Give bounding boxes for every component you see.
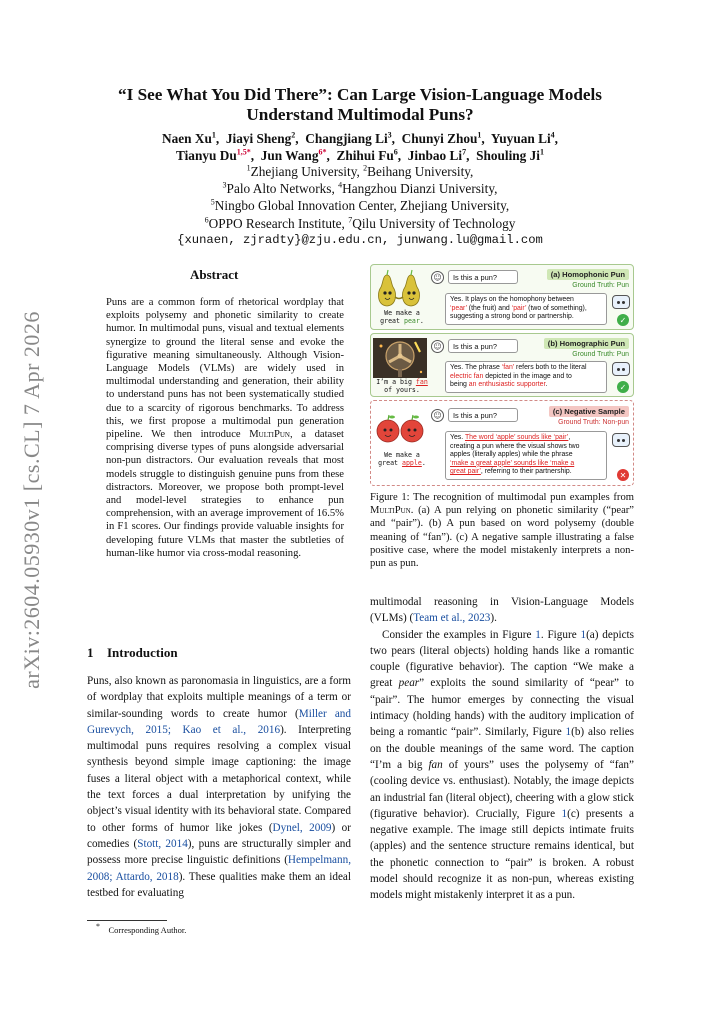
author-name: Jun Wang bbox=[260, 148, 319, 163]
affiliation-name: Zhejiang University, bbox=[250, 164, 364, 179]
affiliation-name: Beihang University, bbox=[367, 164, 474, 179]
author-name: Naen Xu bbox=[162, 131, 212, 146]
caption-text: . (a) A pun relying on phonetic similarity (“pear” and “pair”). (b) A pun based on word polysemy (double meaning of “fan”). (c) A negative sample illustrating a false positive case, where the model mistakenly interprets a non-pun as pun. bbox=[370, 505, 634, 570]
non-pun-word: apple bbox=[401, 459, 422, 467]
highlight: ‘fan’ bbox=[501, 364, 515, 371]
cross-icon: ✕ bbox=[617, 469, 629, 481]
affil-mark: 4 bbox=[338, 180, 343, 190]
body-text: (c) presents a negative example. The image still depicts intimate fruits (apples) and the sentence structure remains identical, but the phonetic connection to “pair” is broken. A robust model should recognize it as non-pun, whereas existing models might mistakenly interpret it as a pun. bbox=[370, 807, 634, 902]
answer-text: Yes. The phrase bbox=[450, 364, 502, 371]
panel-homophonic-pun bbox=[370, 264, 634, 330]
affil-mark: 2 bbox=[363, 163, 368, 173]
answer-text: (two of something), bbox=[526, 304, 587, 312]
footnote bbox=[96, 922, 187, 935]
body-text: of yours” uses the polysemy of “fan” (cooling device vs. enthusiast). Notably, the image depicts an industrial fan (literal object), cheering with a glow stick (figurative behavior). Crucially, Figure bbox=[370, 758, 634, 820]
author-name: Zhihui Fu bbox=[336, 148, 394, 163]
answer-text: , bbox=[568, 434, 571, 441]
figure-ref-link[interactable]: 1 bbox=[561, 807, 568, 820]
affiliation-line bbox=[90, 197, 630, 214]
affiliation-name: Qilu University of Technology bbox=[352, 215, 516, 231]
panel-tag: (a) Homophonic Pun bbox=[547, 269, 629, 280]
figure-ref-link[interactable]: 1 bbox=[580, 628, 587, 641]
author-affil-mark: 1 bbox=[540, 147, 544, 157]
dataset-name: MultiPun bbox=[249, 429, 290, 441]
body-text: ). Interpreting multimodal puns requires resolving a complex visual synthesis beyond simple image captioning: the image fuses a literal object with a metaphorical context, while the text forces a dual interpretation by unifying the object’s visual identity with its behavioral state. Compared to other forms of humor like jokes ( bbox=[87, 723, 351, 834]
body-text: ” exploits the sound similarity of “pear” to “pair”. The humor emerges by connecting the visual intimacy (holding hands) with the auditory implication of being a romantic “pair”. Similarly, Figure bbox=[370, 677, 634, 739]
body-text: ). These qualities make them an ideal testbed for evaluating bbox=[87, 870, 351, 899]
answer-line bbox=[450, 305, 602, 314]
citation-link[interactable]: Miller and Gurevych, 2015; Kao et al., 2016 bbox=[87, 707, 351, 736]
affiliation-name: Hangzhou Dianzi University, bbox=[342, 181, 498, 197]
highlight: ‘pair’ bbox=[511, 304, 527, 312]
highlight: electric fan bbox=[450, 372, 484, 380]
user-icon: ☺ bbox=[431, 409, 444, 422]
emphasis: fan bbox=[428, 758, 443, 771]
abstract-heading: Abstract bbox=[190, 267, 239, 282]
answer-line: creating a pun where the visual shows two bbox=[450, 442, 580, 450]
body-text: . Figure bbox=[540, 628, 581, 641]
author-list bbox=[90, 130, 630, 164]
ground-truth-label: Ground Truth: Pun bbox=[572, 282, 629, 289]
caption-line: of yours. bbox=[384, 386, 420, 394]
author-line-1: Naen Xu$^1$, Jiayi Sheng$^2$, Changjiang Li$^3$, Chunyi Zhou$^1$, Yuyuan Li$^4$, bbox=[162, 130, 558, 146]
answer-text: Yes. bbox=[450, 434, 465, 441]
figure-ref-link[interactable]: 1 bbox=[565, 726, 572, 739]
model-answer bbox=[445, 431, 607, 480]
body-text: (b) also relies on the double meanings of the same word. The caption “I’m a big bbox=[370, 726, 635, 771]
affil-mark: 6 bbox=[204, 215, 209, 225]
caption-word: great bbox=[378, 459, 402, 467]
highlight: ‘pear’ bbox=[450, 304, 467, 312]
abstract-text: Puns are a common form of rhetorical wordplay that exploits polysemy and phonetic similarity to create humor. In multimodal puns, visual and textual elements synergize to ground the literal sense and evoke the figurative meaning simultaneously. Although Vision-Language Models (VLMs) are widely used in multimodal understanding and generation, their ability to understand puns has not been systematically studied due to a scarcity of rigorous benchmarks. To address this, we first propose a multimodal pun generation pipeline. We then introduce bbox=[106, 297, 344, 441]
intro-right-column bbox=[370, 594, 634, 904]
image-caption bbox=[373, 309, 431, 325]
affil-mark: 1 bbox=[246, 163, 251, 173]
highlight: an enthusiastic supporter bbox=[468, 381, 546, 389]
affiliation-name: Ningbo Global Innovation Center, Zhejiang University, bbox=[214, 198, 510, 214]
check-icon: ✓ bbox=[617, 381, 629, 393]
answer-line bbox=[450, 434, 602, 443]
author-name: Yuyuan Li bbox=[490, 131, 551, 146]
author-affil-mark: 6 bbox=[393, 147, 398, 157]
affiliation-name: OPPO Research Institute, bbox=[208, 215, 349, 231]
image-caption bbox=[373, 378, 431, 394]
answer-line bbox=[450, 373, 602, 382]
caption-word: . bbox=[419, 317, 424, 325]
answer-text: refers both to the literal bbox=[514, 364, 587, 371]
caption-line bbox=[373, 317, 431, 325]
body-text: ), puns are structurally simpler and possess more precise linguistic definitions ( bbox=[87, 837, 351, 867]
author-affil-mark: 1 bbox=[477, 130, 482, 140]
emphasis: pear bbox=[398, 677, 420, 690]
figure-ref-link[interactable]: 1 bbox=[535, 628, 541, 641]
model-answer bbox=[445, 293, 607, 325]
affil-mark: 5 bbox=[210, 197, 215, 207]
author-name: Changjiang Li bbox=[305, 131, 388, 146]
highlight: great pair’ bbox=[450, 468, 481, 476]
answer-text: , referring to their partnership. bbox=[480, 468, 572, 476]
answer-text: . bbox=[545, 381, 548, 389]
author-affil-mark: 7 bbox=[462, 147, 467, 157]
highlight: The word ‘apple’ sounds like ‘pair’ bbox=[464, 434, 569, 441]
ground-truth-label: Ground Truth: Pun bbox=[572, 351, 629, 358]
section-title: Introduction bbox=[107, 645, 178, 660]
answer-text: depicted in the image and to bbox=[483, 372, 572, 380]
model-answer bbox=[445, 361, 607, 393]
check-icon: ✓ bbox=[617, 314, 629, 326]
panel-tag: (b) Homographic Pun bbox=[544, 338, 629, 349]
citation-link[interactable]: Dynel, 2009 bbox=[272, 821, 332, 834]
citation-link[interactable]: Team et al., 2023 bbox=[413, 612, 491, 625]
question-bubble: Is this a pun? bbox=[448, 270, 518, 284]
affiliation-line bbox=[90, 180, 630, 197]
section-number: 1 bbox=[87, 645, 94, 660]
affiliation-line bbox=[90, 215, 630, 232]
answer-line: apples (literally apples) while the phrase bbox=[450, 451, 573, 459]
robot-icon bbox=[612, 362, 630, 376]
arxiv-identifier bbox=[12, 300, 52, 700]
intro-left-column bbox=[87, 673, 351, 901]
citation-link[interactable]: Stott, 2014 bbox=[137, 837, 188, 850]
author-affil-mark: 3 bbox=[387, 130, 392, 140]
answer-line bbox=[450, 468, 602, 477]
body-text: multimodal reasoning in Vision-Language Models (VLMs) ( bbox=[370, 596, 634, 625]
question-row bbox=[431, 338, 518, 354]
author-name: Jiayi Sheng bbox=[225, 131, 292, 146]
question-row bbox=[431, 407, 518, 423]
arxiv-id-text: arXiv:2604.05930v1 [cs.CL] 7 Apr 2026 bbox=[19, 311, 45, 689]
answer-line bbox=[450, 381, 602, 390]
author-name: Chunyi Zhou bbox=[401, 131, 478, 146]
robot-icon bbox=[612, 295, 630, 309]
pears-image bbox=[373, 269, 427, 325]
author-affil-mark: 1 bbox=[211, 130, 216, 140]
affil-mark: 7 bbox=[348, 215, 353, 225]
question-bubble: Is this a pun? bbox=[448, 339, 518, 353]
body-text: (a) depicts two pears (literal objects) holding hands like a romantic couple (figurative behavior). The caption “We make a great bbox=[370, 628, 634, 690]
user-icon: ☺ bbox=[431, 271, 444, 284]
image-caption bbox=[373, 451, 431, 467]
author-name: Tianyu Du bbox=[175, 148, 237, 163]
body-text: Consider the examples in Figure bbox=[382, 628, 536, 641]
caption-line: We make a bbox=[384, 451, 420, 459]
author-affil-mark: 1,5* bbox=[236, 147, 251, 157]
caption-word: . bbox=[421, 459, 426, 467]
paragraph bbox=[370, 594, 634, 627]
panel-tag: (c) Negative Sample bbox=[549, 406, 629, 417]
author-line-2: Tianyu $Du^{1,5*}$, Jun Wang$^{6*}$, Zhihui Fu$^6$, Jinbao Li$^7$, Shouling Ji$^1$ bbox=[175, 147, 544, 163]
paper-title bbox=[90, 85, 630, 125]
affil-mark: 3 bbox=[222, 180, 227, 190]
question-row bbox=[431, 269, 518, 285]
affiliation-line bbox=[90, 163, 630, 180]
footnote-rule bbox=[87, 920, 167, 921]
caption-text: Figure 1: The recognition of multimodal pun examples from bbox=[370, 492, 634, 503]
user-icon: ☺ bbox=[431, 340, 444, 353]
question-bubble: Is this a pun? bbox=[448, 408, 518, 422]
caption-line bbox=[373, 378, 431, 386]
body-text: ). bbox=[490, 612, 497, 625]
caption-word: great bbox=[380, 317, 404, 325]
affiliations bbox=[90, 163, 630, 249]
figure-1 bbox=[370, 264, 634, 486]
author-affil-mark: 4 bbox=[550, 130, 555, 140]
affiliation-name: Palo Alto Networks, bbox=[226, 181, 339, 197]
contact-email[interactable]: {xunaen, zjradty}@zju.edu.cn, junwang.lu@gmail.com bbox=[177, 232, 543, 247]
abstract-text: , a dataset comprising diverse types of puns alongside adversarial non-pun distractors. Our evaluation reveals that most models struggle to distinguish genuine puns from these distractors. Moreover, we propose both prompt-level and model-level strategies to enhance pun comprehension, with an average improvement of 16.5% in F1 scores. Our findings provide valuable insights for developing future VLMs that master the subtleties of human-like humor via cross-modal reasoning. bbox=[106, 429, 344, 559]
dataset-name: MultiPun bbox=[370, 505, 411, 517]
title-line-2: Understand Multimodal Puns? bbox=[246, 105, 474, 124]
title-line-1: “I See What You Did There”: Can Large Vision-Language Models bbox=[118, 85, 602, 104]
panel-homographic-pun bbox=[370, 333, 634, 397]
section-heading bbox=[87, 645, 178, 661]
body-text: ) or comedies ( bbox=[87, 821, 352, 850]
citation-link[interactable]: Hempelmann, 2008; Attardo, 2018 bbox=[87, 854, 351, 883]
panel-negative-sample bbox=[370, 400, 634, 486]
answer-line bbox=[450, 364, 602, 373]
answer-text: (the fruit) and bbox=[466, 304, 512, 312]
apples-image bbox=[373, 411, 427, 467]
answer-text: being bbox=[450, 381, 469, 389]
footnote-text: Corresponding Author. bbox=[108, 925, 187, 935]
answer-line: Yes. It plays on the homophony between bbox=[450, 296, 574, 303]
answer-line: suggesting a strong bond or partnership. bbox=[450, 313, 574, 321]
fan-image bbox=[373, 338, 427, 394]
caption-line: We make a bbox=[384, 309, 420, 317]
pun-word: pear bbox=[403, 317, 420, 325]
body-text: Puns, also known as paronomasia in linguistics, are a form of wordplay that exploits multiple meanings of a term or similar-sounding words to create humor ( bbox=[87, 675, 351, 720]
footnote-mark: * bbox=[96, 922, 100, 932]
caption-word: I’m a big bbox=[376, 378, 416, 386]
pun-word: fan bbox=[415, 378, 428, 386]
ground-truth-label: Ground Truth: Non-pun bbox=[558, 419, 629, 426]
robot-icon bbox=[612, 433, 630, 447]
figure-caption bbox=[370, 491, 634, 570]
answer-line: ‘make a great apple’ sounds like ‘make a bbox=[450, 459, 575, 467]
abstract-body bbox=[106, 296, 344, 560]
author-affil-mark: 6* bbox=[318, 147, 327, 157]
author-name: Jinbao Li bbox=[407, 148, 463, 163]
author-affil-mark: 2 bbox=[291, 130, 296, 140]
paragraph bbox=[370, 627, 634, 904]
caption-line bbox=[373, 459, 431, 467]
author-name: Shouling Ji bbox=[476, 148, 540, 163]
